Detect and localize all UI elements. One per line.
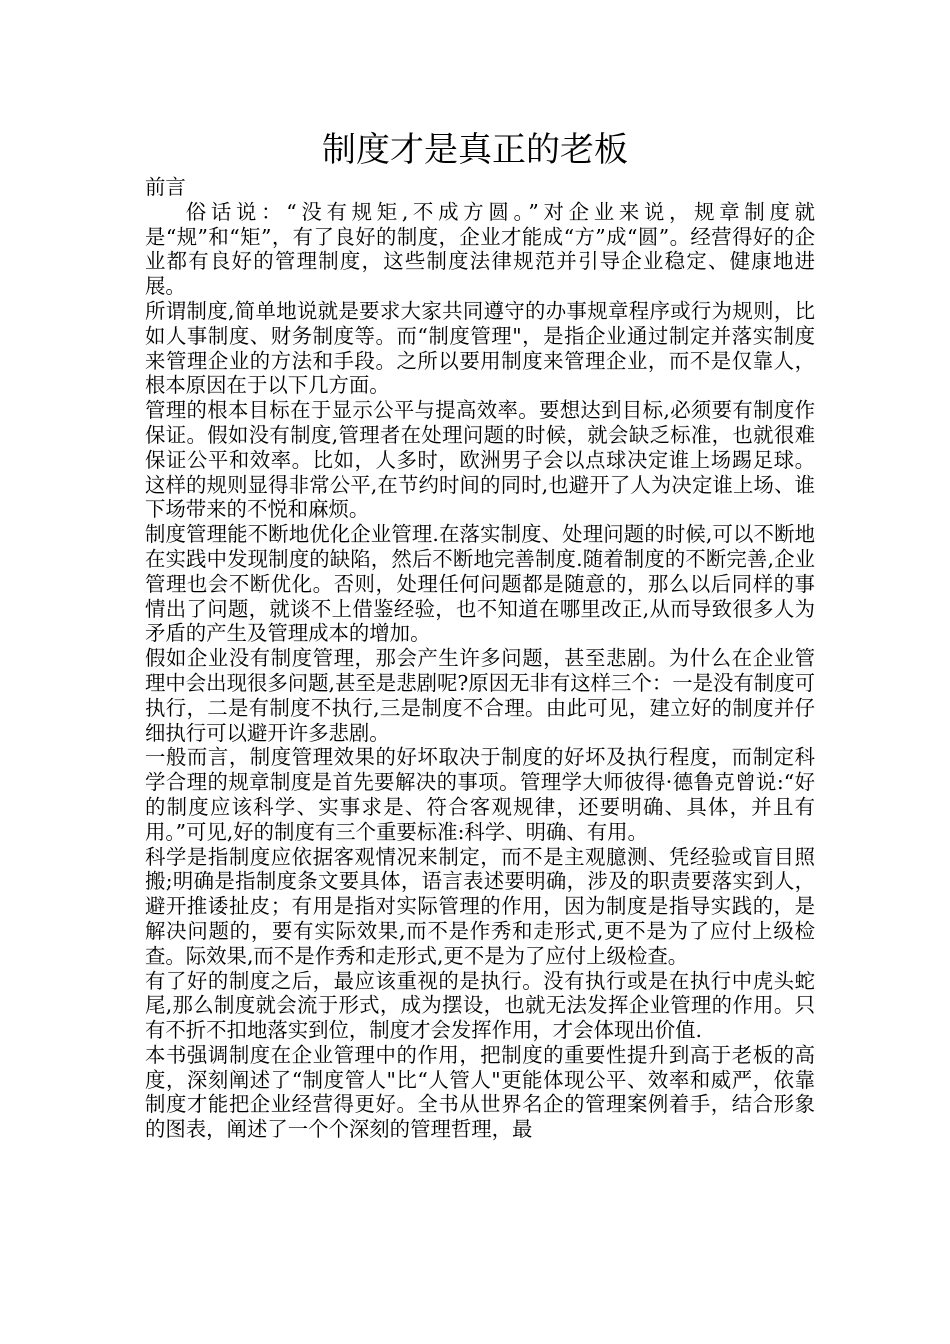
paragraph: 假如企业没有制度管理，那会产生许多问题，甚至悲剧。为什么在企业管理中会出现很多问题,甚至是悲剧呢?原因无非有这样三个：一是没有制度可执行，二是有制度不执行,三是制度不合理。由此可见，建立好的制度并仔细执行可以避开许多悲剧。	[145, 646, 815, 745]
paragraph: 本书强调制度在企业管理中的作用，把制度的重要性提升到高于老板的高度，深刻阐述了“制度管人"比“人管人"更能体现公平、效率和威严，依靠制度才能把企业经营得更好。全书从世界名企的管理案例着手，结合形象的图表，阐述了一个个深刻的管理哲理，最	[145, 1042, 815, 1142]
document-title: 制度才是真正的老板	[322, 130, 628, 170]
paragraph: 有了好的制度之后，最应该重视的是执行。没有执行或是在执行中虎头蛇尾,那么制度就会流于形式，成为摆设，也就无法发挥企业管理的作用。只有不折不扣地落实到位，制度才会发挥作用，才会体现出价值.	[145, 968, 815, 1043]
paragraph: 所谓制度,简单地说就是要求大家共同遵守的办事规章程序或行为规则，比如人事制度、财务制度等。而“制度管理"，是指企业通过制定并落实制度来管理企业的方法和手段。之所以要用制度来管理企业，而不是仅靠人，根本原因在于以下几方面。	[145, 298, 815, 398]
paragraph: 科学是指制度应依据客观情况来制定，而不是主观臆测、凭经验或盲目照搬;明确是指制度条文要具体，语言表述要明确，涉及的职责要落实到人，避开推诿扯皮；有用是指对实际管理的作用，因为制度是指导实践的，是解决问题的，要有实际效果,而不是作秀和走形式,更不是为了应付上级检查。际效果,而不是作秀和走形式,更不是为了应付上级检查。	[145, 844, 815, 968]
document-body	[145, 175, 815, 1142]
section-heading: 前言	[145, 175, 186, 199]
paragraph: 一般而言，制度管理效果的好坏取决于制度的好坏及执行程度，而制定科学合理的规章制度是首先要解决的事项。管理学大师彼得·德鲁克曾说:“好的制度应该科学、实事求是、符合客观规律，还要明确、具体，并且有用。”可见,好的制度有三个重要标准:科学、明确、有用。	[145, 745, 815, 844]
paragraph: 俗话说：“没有规矩,不成方圆。”对企业来说，规章制度就是“规”和“矩”，有了良好的制度，企业才能成“方”成“圆”。经营得好的企业都有良好的管理制度，这些制度法律规范并引导企业稳定、健康地进展。	[145, 199, 815, 299]
paragraph: 制度管理能不断地优化企业管理.在落实制度、处理问题的时候,可以不断地在实践中发现制度的缺陷，然后不断地完善制度.随着制度的不断完善,企业管理也会不断优化。否则，处理任何问题都是随意的，那么以后同样的事情出了问题，就谈不上借鉴经验，也不知道在哪里改正,从而导致很多人为矛盾的产生及管理成本的增加。	[145, 522, 815, 646]
paragraph: 管理的根本目标在于显示公平与提高效率。要想达到目标,必须要有制度作保证。假如没有制度,管理者在处理问题的时候，就会缺乏标准，也就很难保证公平和效率。比如，人多时，欧洲男子会以点球决定谁上场踢足球。这样的规则显得非常公平,在节约时间的同时,也避开了人为决定谁上场、谁下场带来的不悦和麻烦。	[145, 398, 815, 522]
